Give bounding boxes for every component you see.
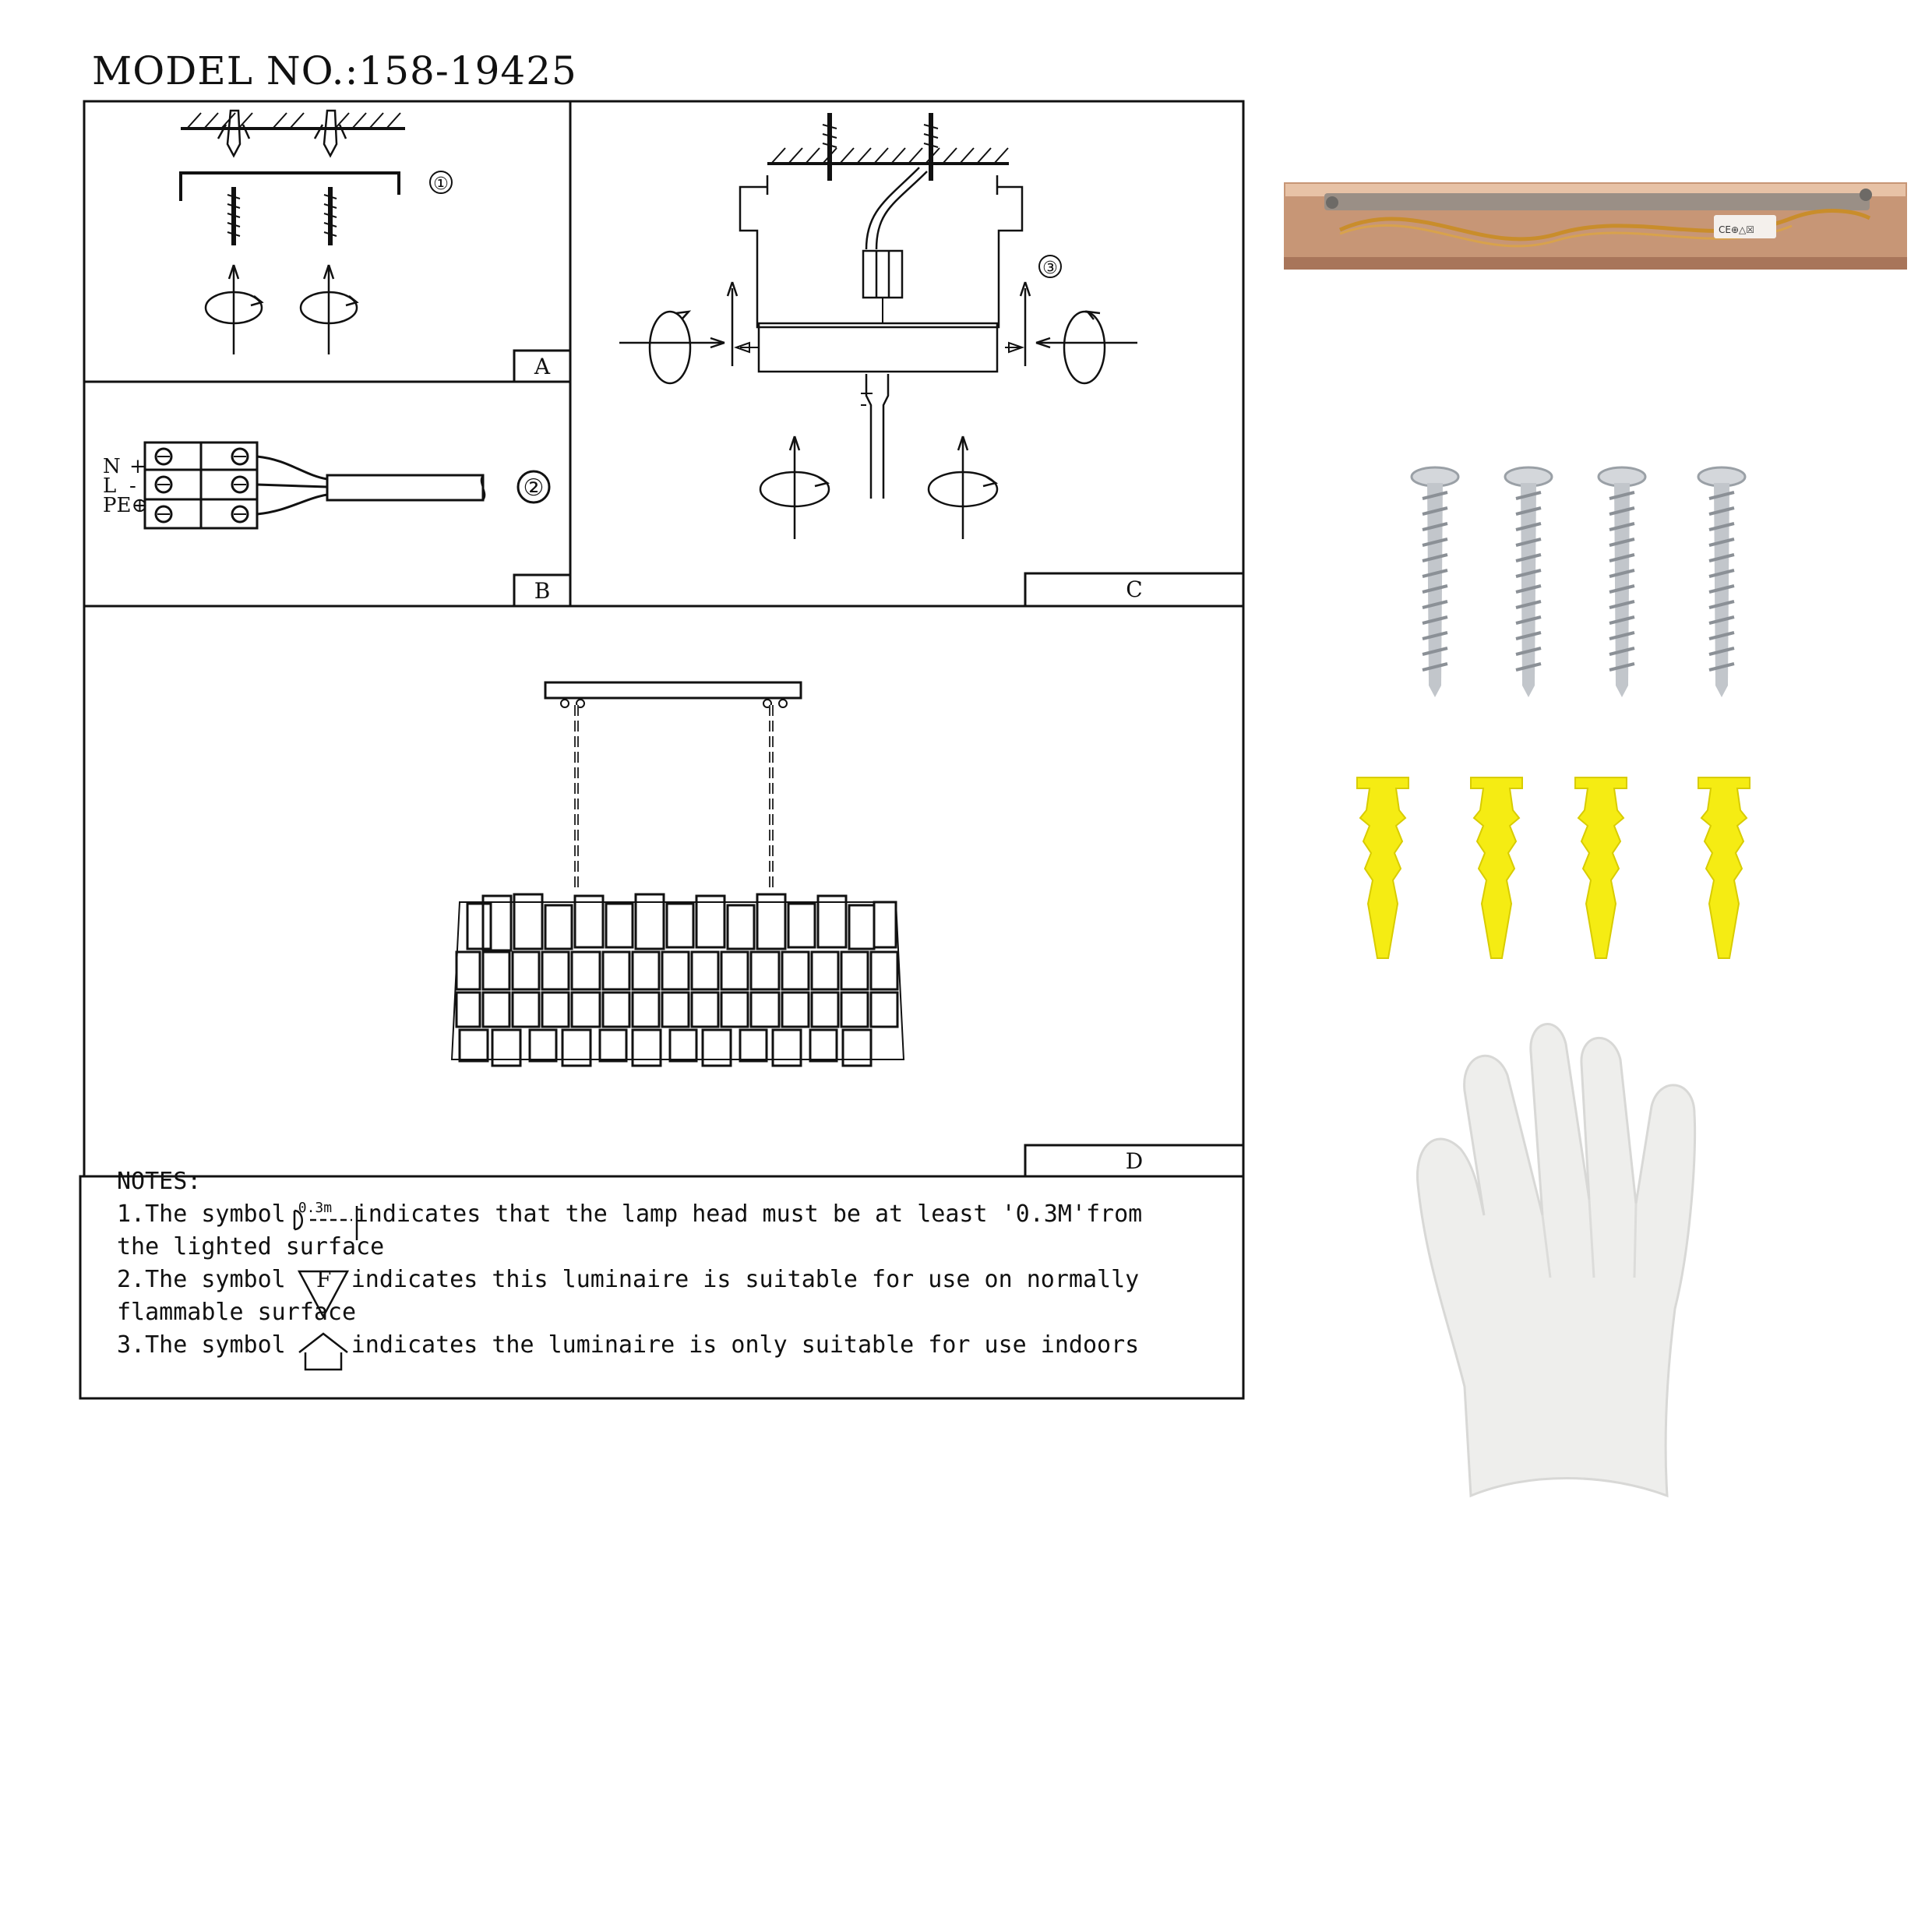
note-3-suffix: indicates the luminaire is only suitable for use indoors [351, 1331, 1140, 1359]
note-2-suffix: indicates this luminaire is suitable for use on normally [351, 1266, 1140, 1293]
wire-label-plus: + [129, 455, 146, 478]
panel-b-step: ② [523, 474, 545, 502]
canopy-cert-label: CE⊕△☒ [1719, 224, 1755, 235]
panel-label-b: B [534, 578, 551, 604]
model-number: :158-19425 [344, 48, 577, 93]
screw [1505, 467, 1552, 697]
screw [1412, 467, 1458, 697]
panel-label-a: A [534, 354, 551, 379]
note-2-continued: flammable surface [117, 1299, 357, 1326]
wall-anchors [1357, 777, 1750, 958]
screw [1599, 467, 1645, 697]
note-1-continued: the lighted surface [117, 1233, 385, 1260]
panel-c-step: ③ [1042, 259, 1058, 278]
screws [1412, 467, 1745, 697]
panel-label-c: C [1126, 576, 1143, 602]
glove [1417, 1024, 1694, 1496]
note-1-prefix: 1.The symbol [117, 1200, 286, 1228]
canopy-plate [1284, 182, 1907, 270]
wall-anchor [1575, 777, 1627, 958]
panel-label-d: D [1125, 1148, 1144, 1174]
wire-label-minus: - [129, 474, 136, 498]
wire-label-l: L [103, 474, 117, 498]
wall-anchor [1471, 777, 1522, 958]
wire-label-n: N [103, 455, 121, 478]
wire-label-pe: PE⊕ [103, 494, 149, 517]
screw [1698, 467, 1745, 697]
panel-a-step: ① [433, 175, 449, 194]
wall-anchor [1698, 777, 1750, 958]
note-1-suffix: indicates that the lamp head must be at least '0.3M'from [354, 1200, 1143, 1228]
note-2-symbol-text: F [316, 1267, 332, 1292]
note-2-prefix: 2.The symbol [117, 1266, 286, 1293]
model-label: MODEL NO. [92, 48, 345, 93]
notes-heading: NOTES: [117, 1168, 202, 1195]
note-3-prefix: 3.The symbol [117, 1331, 286, 1359]
note-1-symbol-text: 0.3m [298, 1200, 333, 1216]
wall-anchor [1357, 777, 1408, 958]
